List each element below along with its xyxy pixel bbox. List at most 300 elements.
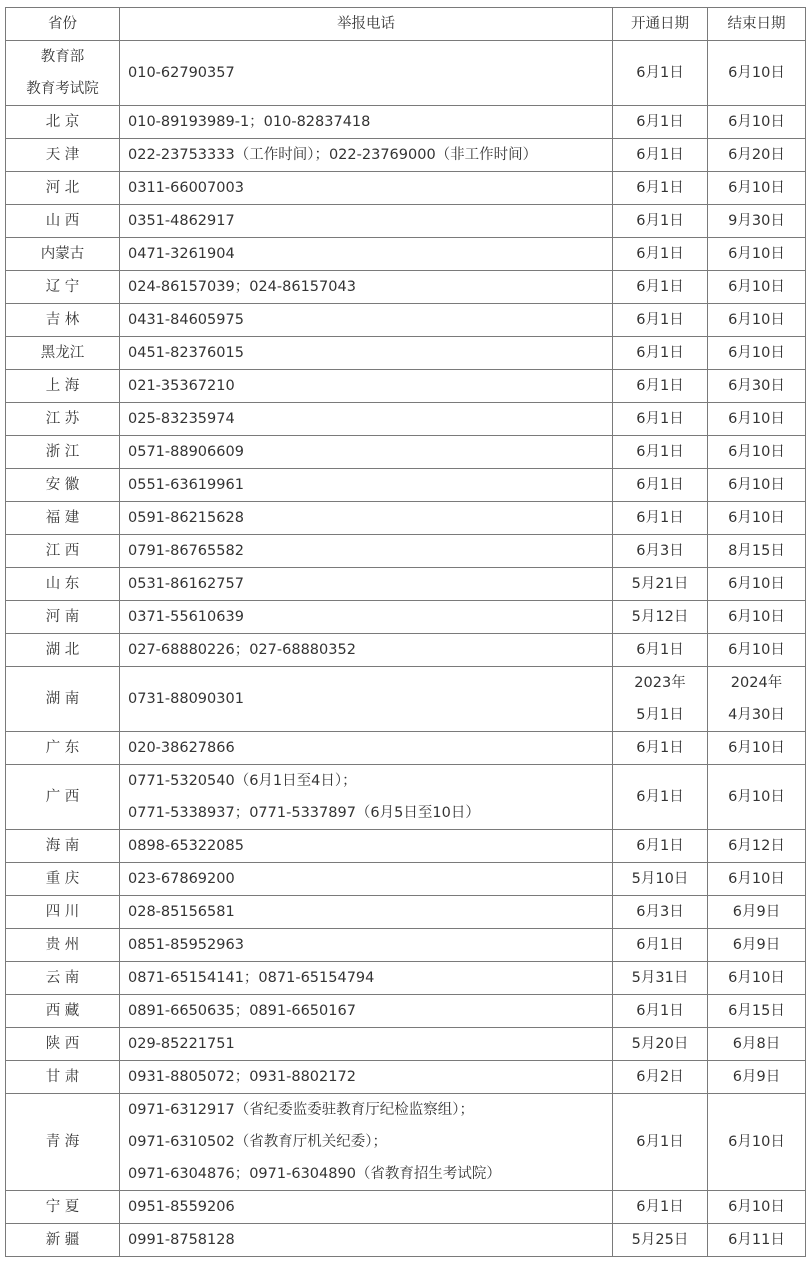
start-date-cell-line: 6月1日 <box>636 444 684 460</box>
start-date-cell-line: 5月25日 <box>631 1232 689 1248</box>
end-date-cell-line: 6月10日 <box>728 740 785 756</box>
start-date-cell-line: 6月1日 <box>636 937 684 953</box>
start-date-cell <box>613 535 708 568</box>
province-cell <box>6 469 120 502</box>
table-row <box>6 106 806 139</box>
header-end-date: 结束日期 <box>708 8 806 41</box>
phone-cell-line: 0891-6650635；0891-6650167 <box>128 1003 356 1019</box>
start-date-cell-line: 6月1日 <box>636 246 684 262</box>
phone-cell <box>120 337 613 370</box>
end-date-cell <box>708 568 806 601</box>
start-date-cell-line: 6月1日 <box>636 147 684 163</box>
end-date-cell-line: 6月9日 <box>732 937 781 953</box>
end-date-cell <box>708 863 806 896</box>
start-date-cell-line: 6月3日 <box>636 543 684 559</box>
end-date-cell <box>708 370 806 403</box>
start-date-cell-line: 6月1日 <box>636 1134 684 1150</box>
start-date-cell <box>613 1028 708 1061</box>
province-cell <box>6 667 120 732</box>
phone-cell <box>120 469 613 502</box>
start-date-cell-line: 5月20日 <box>631 1036 689 1052</box>
header-start-date: 开通日期 <box>613 8 708 41</box>
end-date-cell <box>708 469 806 502</box>
province-cell <box>6 962 120 995</box>
province-cell-line: 宁 夏 <box>45 1199 80 1215</box>
end-date-cell <box>708 929 806 962</box>
phone-cell <box>120 1061 613 1094</box>
end-date-cell-line: 6月10日 <box>728 279 785 295</box>
province-cell <box>6 370 120 403</box>
phone-cell <box>120 436 613 469</box>
start-date-cell-line: 2023年 <box>634 675 686 691</box>
province-cell-line: 新 疆 <box>45 1232 80 1248</box>
phone-cell <box>120 403 613 436</box>
province-cell-line: 河 北 <box>45 180 80 196</box>
province-cell-line: 江 苏 <box>45 411 80 427</box>
end-date-cell-line: 6月9日 <box>732 904 781 920</box>
phone-cell-line: 0551-63619961 <box>128 477 244 493</box>
province-cell <box>6 568 120 601</box>
phone-cell-line: 021-35367210 <box>128 378 235 394</box>
start-date-cell-line: 6月1日 <box>636 477 684 493</box>
province-cell-line: 安 徽 <box>45 477 80 493</box>
province-cell-line: 吉 林 <box>45 312 80 328</box>
start-date-cell-line: 6月1日 <box>636 378 684 394</box>
start-date-cell <box>613 502 708 535</box>
start-date-cell-line: 6月1日 <box>636 114 684 130</box>
phone-cell <box>120 830 613 863</box>
province-cell-line: 海 南 <box>45 838 80 854</box>
phone-cell-line: 0771-5338937；0771-5337897（6月5日至10日） <box>128 805 480 821</box>
end-date-cell <box>708 1028 806 1061</box>
table-row <box>6 1061 806 1094</box>
phone-cell <box>120 238 613 271</box>
province-cell-line: 贵 州 <box>45 937 80 953</box>
table-row <box>6 337 806 370</box>
province-cell-line: 湖 北 <box>45 642 80 658</box>
phone-cell-line: 0591-86215628 <box>128 510 244 526</box>
end-date-cell <box>708 667 806 732</box>
table-row <box>6 370 806 403</box>
phone-cell <box>120 995 613 1028</box>
phone-cell <box>120 139 613 172</box>
start-date-cell-line: 6月2日 <box>636 1069 684 1085</box>
phone-cell <box>120 962 613 995</box>
end-date-cell <box>708 995 806 1028</box>
province-cell <box>6 1191 120 1224</box>
end-date-cell <box>708 1191 806 1224</box>
end-date-cell <box>708 205 806 238</box>
province-cell <box>6 403 120 436</box>
province-cell-line: 天 津 <box>45 147 80 163</box>
start-date-cell-line: 6月1日 <box>636 642 684 658</box>
province-cell-line: 山 西 <box>45 213 80 229</box>
table-row <box>6 304 806 337</box>
end-date-cell-line: 6月10日 <box>728 789 785 805</box>
start-date-cell <box>613 1191 708 1224</box>
end-date-cell-line: 6月10日 <box>728 345 785 361</box>
province-cell <box>6 139 120 172</box>
start-date-cell-line: 6月1日 <box>636 838 684 854</box>
phone-cell <box>120 535 613 568</box>
phone-cell <box>120 370 613 403</box>
table-row <box>6 962 806 995</box>
table-row <box>6 601 806 634</box>
phone-cell <box>120 667 613 732</box>
table-row <box>6 1028 806 1061</box>
phone-cell <box>120 863 613 896</box>
end-date-cell-line: 6月10日 <box>728 970 785 986</box>
phone-cell-line: 0571-88906609 <box>128 444 244 460</box>
start-date-cell <box>613 337 708 370</box>
province-cell-line: 陕 西 <box>45 1036 80 1052</box>
province-cell-line: 山 东 <box>45 576 80 592</box>
province-cell-line: 河 南 <box>45 609 80 625</box>
start-date-cell <box>613 172 708 205</box>
table-row <box>6 732 806 765</box>
start-date-cell <box>613 469 708 502</box>
phone-cell-line: 028-85156581 <box>128 904 235 920</box>
province-cell-line: 浙 江 <box>45 444 80 460</box>
table-row <box>6 1224 806 1257</box>
province-cell-line: 北 京 <box>45 114 80 130</box>
table-row <box>6 535 806 568</box>
province-cell <box>6 271 120 304</box>
end-date-cell-line: 6月10日 <box>728 312 785 328</box>
end-date-cell-line: 6月20日 <box>728 147 785 163</box>
phone-cell-line: 023-67869200 <box>128 871 235 887</box>
phone-cell-line: 029-85221751 <box>128 1036 235 1052</box>
phone-cell-line: 022-23753333（工作时间）；022-23769000（非工作时间） <box>128 147 538 163</box>
start-date-cell-line: 6月1日 <box>636 345 684 361</box>
end-date-cell-line: 6月15日 <box>728 1003 785 1019</box>
start-date-cell-line: 6月1日 <box>636 279 684 295</box>
start-date-cell <box>613 732 708 765</box>
phone-cell-line: 025-83235974 <box>128 411 235 427</box>
end-date-cell <box>708 732 806 765</box>
phone-cell-line: 0731-88090301 <box>128 691 244 707</box>
start-date-cell <box>613 370 708 403</box>
province-cell <box>6 732 120 765</box>
province-cell-line: 西 藏 <box>45 1003 80 1019</box>
phone-cell <box>120 896 613 929</box>
phone-cell-line: 0871-65154141；0871-65154794 <box>128 970 375 986</box>
table-row <box>6 205 806 238</box>
table-row <box>6 403 806 436</box>
province-cell <box>6 634 120 667</box>
table-row <box>6 271 806 304</box>
header-province: 省份 <box>6 8 120 41</box>
end-date-cell <box>708 896 806 929</box>
end-date-cell-line: 6月10日 <box>728 609 785 625</box>
phone-cell-line: 0991-8758128 <box>128 1232 235 1248</box>
province-cell <box>6 304 120 337</box>
phone-cell <box>120 634 613 667</box>
header-row <box>6 8 806 41</box>
province-cell-line: 上 海 <box>45 378 80 394</box>
province-cell <box>6 436 120 469</box>
province-cell-line: 重 庆 <box>45 871 80 887</box>
start-date-cell <box>613 863 708 896</box>
start-date-cell-line: 6月1日 <box>636 1199 684 1215</box>
province-cell <box>6 535 120 568</box>
province-cell-line: 教育考试院 <box>26 81 99 97</box>
province-cell-line: 辽 宁 <box>45 279 80 295</box>
phone-cell-line: 0371-55610639 <box>128 609 244 625</box>
phone-cell-line: 024-86157039；024-86157043 <box>128 279 356 295</box>
end-date-cell-line: 6月10日 <box>728 114 785 130</box>
phone-cell <box>120 1028 613 1061</box>
start-date-cell-line: 6月1日 <box>636 65 684 81</box>
phone-cell <box>120 568 613 601</box>
table-row <box>6 469 806 502</box>
start-date-cell-line: 6月1日 <box>636 312 684 328</box>
start-date-cell-line: 6月1日 <box>636 180 684 196</box>
phone-cell <box>120 601 613 634</box>
phone-cell-line: 0791-86765582 <box>128 543 244 559</box>
start-date-cell <box>613 601 708 634</box>
end-date-cell-line: 6月10日 <box>728 1199 785 1215</box>
province-cell <box>6 929 120 962</box>
phone-cell <box>120 172 613 205</box>
end-date-cell <box>708 172 806 205</box>
phone-cell <box>120 929 613 962</box>
end-date-cell-line: 8月15日 <box>728 543 785 559</box>
header-phone: 举报电话 <box>120 8 613 41</box>
end-date-cell-line: 6月10日 <box>728 444 785 460</box>
phone-cell-line: 0431-84605975 <box>128 312 244 328</box>
province-cell-line: 福 建 <box>45 510 80 526</box>
start-date-cell <box>613 765 708 830</box>
table-row <box>6 568 806 601</box>
province-cell-line: 广 东 <box>45 740 80 756</box>
phone-cell <box>120 765 613 830</box>
phone-cell-line: 0951-8559206 <box>128 1199 235 1215</box>
start-date-cell-line: 5月12日 <box>631 609 689 625</box>
end-date-cell-line: 6月10日 <box>728 576 785 592</box>
end-date-cell <box>708 502 806 535</box>
start-date-cell <box>613 896 708 929</box>
start-date-cell-line: 5月31日 <box>631 970 689 986</box>
table-row <box>6 1094 806 1191</box>
phone-cell-line: 0898-65322085 <box>128 838 244 854</box>
province-cell <box>6 995 120 1028</box>
province-cell <box>6 765 120 830</box>
hotline-table <box>5 7 806 1257</box>
phone-cell-line: 0771-5320540（6月1日至4日）； <box>128 773 357 789</box>
phone-cell-line: 0531-86162757 <box>128 576 244 592</box>
province-cell-line: 甘 肃 <box>45 1069 80 1085</box>
end-date-cell-line: 6月10日 <box>728 510 785 526</box>
province-cell-line: 教育部 <box>40 49 85 65</box>
start-date-cell <box>613 139 708 172</box>
start-date-cell-line: 6月1日 <box>636 789 684 805</box>
start-date-cell-line: 5月21日 <box>631 576 689 592</box>
province-cell <box>6 601 120 634</box>
phone-cell <box>120 271 613 304</box>
end-date-cell-line: 6月9日 <box>732 1069 781 1085</box>
end-date-cell <box>708 238 806 271</box>
phone-cell-line: 0451-82376015 <box>128 345 244 361</box>
start-date-cell <box>613 962 708 995</box>
end-date-cell <box>708 1094 806 1191</box>
province-cell-line: 云 南 <box>45 970 80 986</box>
end-date-cell <box>708 765 806 830</box>
phone-cell-line: 010-62790357 <box>128 65 235 81</box>
table-row <box>6 896 806 929</box>
start-date-cell-line: 6月3日 <box>636 904 684 920</box>
table-row <box>6 41 806 106</box>
end-date-cell-line: 6月10日 <box>728 411 785 427</box>
phone-cell <box>120 1191 613 1224</box>
table-row <box>6 830 806 863</box>
end-date-cell-line: 2024年 <box>730 675 783 691</box>
end-date-cell-line: 4月30日 <box>728 707 785 723</box>
phone-cell-line: 0931-8805072；0931-8802172 <box>128 1069 356 1085</box>
end-date-cell-line: 6月10日 <box>728 1134 785 1150</box>
end-date-cell-line: 6月11日 <box>728 1232 785 1248</box>
phone-cell-line: 0311-66007003 <box>128 180 244 196</box>
phone-cell-line: 0471-3261904 <box>128 246 235 262</box>
end-date-cell <box>708 304 806 337</box>
start-date-cell-line: 5月1日 <box>636 707 684 723</box>
start-date-cell <box>613 436 708 469</box>
province-cell <box>6 1224 120 1257</box>
end-date-cell <box>708 271 806 304</box>
start-date-cell-line: 5月10日 <box>631 871 689 887</box>
end-date-cell-line: 6月10日 <box>728 65 785 81</box>
end-date-cell-line: 9月30日 <box>728 213 785 229</box>
start-date-cell-line: 6月1日 <box>636 1003 684 1019</box>
phone-cell <box>120 205 613 238</box>
start-date-cell <box>613 403 708 436</box>
phone-cell <box>120 732 613 765</box>
province-cell <box>6 172 120 205</box>
end-date-cell-line: 6月10日 <box>728 642 785 658</box>
province-cell <box>6 337 120 370</box>
start-date-cell-line: 6月1日 <box>636 740 684 756</box>
start-date-cell <box>613 929 708 962</box>
end-date-cell <box>708 436 806 469</box>
end-date-cell <box>708 106 806 139</box>
province-cell <box>6 502 120 535</box>
phone-cell-line: 0351-4862917 <box>128 213 235 229</box>
end-date-cell <box>708 601 806 634</box>
end-date-cell-line: 6月8日 <box>732 1036 781 1052</box>
table-row <box>6 765 806 830</box>
table-row <box>6 436 806 469</box>
phone-cell <box>120 304 613 337</box>
phone-cell <box>120 106 613 139</box>
phone-cell-line: 0971-6310502（省教育厅机关纪委）； <box>128 1134 387 1150</box>
start-date-cell <box>613 106 708 139</box>
province-cell <box>6 896 120 929</box>
start-date-cell <box>613 667 708 732</box>
phone-cell <box>120 502 613 535</box>
province-cell-line: 广 西 <box>45 789 80 805</box>
province-cell <box>6 1028 120 1061</box>
phone-cell <box>120 41 613 106</box>
phone-cell <box>120 1224 613 1257</box>
start-date-cell-line: 6月1日 <box>636 510 684 526</box>
end-date-cell <box>708 962 806 995</box>
phone-cell-line: 010-89193989-1；010-82837418 <box>128 114 371 130</box>
phone-cell-line: 020-38627866 <box>128 740 235 756</box>
end-date-cell <box>708 41 806 106</box>
start-date-cell <box>613 634 708 667</box>
end-date-cell <box>708 830 806 863</box>
start-date-cell <box>613 205 708 238</box>
start-date-cell <box>613 995 708 1028</box>
province-cell-line: 内蒙古 <box>40 246 85 262</box>
table-row <box>6 1191 806 1224</box>
end-date-cell-line: 6月10日 <box>728 246 785 262</box>
phone-cell-line: 0971-6304876；0971-6304890（省教育招生考试院） <box>128 1166 501 1182</box>
end-date-cell <box>708 403 806 436</box>
table-row <box>6 634 806 667</box>
table-body <box>6 41 806 1257</box>
province-cell-line: 湖 南 <box>45 691 80 707</box>
province-cell-line: 江 西 <box>45 543 80 559</box>
end-date-cell <box>708 1061 806 1094</box>
phone-cell <box>120 1094 613 1191</box>
start-date-cell <box>613 238 708 271</box>
phone-cell-line: 0971-6312917（省纪委监委驻教育厅纪检监察组）； <box>128 1102 474 1118</box>
province-cell <box>6 238 120 271</box>
start-date-cell <box>613 271 708 304</box>
table-row <box>6 172 806 205</box>
end-date-cell-line: 6月12日 <box>728 838 785 854</box>
province-cell <box>6 863 120 896</box>
start-date-cell-line: 6月1日 <box>636 213 684 229</box>
end-date-cell-line: 6月30日 <box>728 378 785 394</box>
table-row <box>6 238 806 271</box>
start-date-cell <box>613 41 708 106</box>
start-date-cell <box>613 568 708 601</box>
end-date-cell <box>708 535 806 568</box>
start-date-cell <box>613 1061 708 1094</box>
table-row <box>6 863 806 896</box>
province-cell <box>6 41 120 106</box>
province-cell-line: 四 川 <box>45 904 80 920</box>
table-row <box>6 502 806 535</box>
end-date-cell <box>708 139 806 172</box>
end-date-cell <box>708 634 806 667</box>
table-row <box>6 139 806 172</box>
start-date-cell <box>613 1224 708 1257</box>
province-cell <box>6 106 120 139</box>
province-cell <box>6 1094 120 1191</box>
start-date-cell <box>613 830 708 863</box>
end-date-cell-line: 6月10日 <box>728 871 785 887</box>
phone-cell-line: 0851-85952963 <box>128 937 244 953</box>
table-row <box>6 995 806 1028</box>
end-date-cell-line: 6月10日 <box>728 477 785 493</box>
end-date-cell-line: 6月10日 <box>728 180 785 196</box>
start-date-cell-line: 6月1日 <box>636 411 684 427</box>
start-date-cell <box>613 1094 708 1191</box>
province-cell <box>6 1061 120 1094</box>
table-row <box>6 667 806 732</box>
phone-cell-line: 027-68880226；027-68880352 <box>128 642 356 658</box>
province-cell <box>6 830 120 863</box>
table-row <box>6 929 806 962</box>
province-cell-line: 黑龙江 <box>40 345 85 361</box>
province-cell <box>6 205 120 238</box>
start-date-cell <box>613 304 708 337</box>
end-date-cell <box>708 337 806 370</box>
province-cell-line: 青 海 <box>45 1134 80 1150</box>
